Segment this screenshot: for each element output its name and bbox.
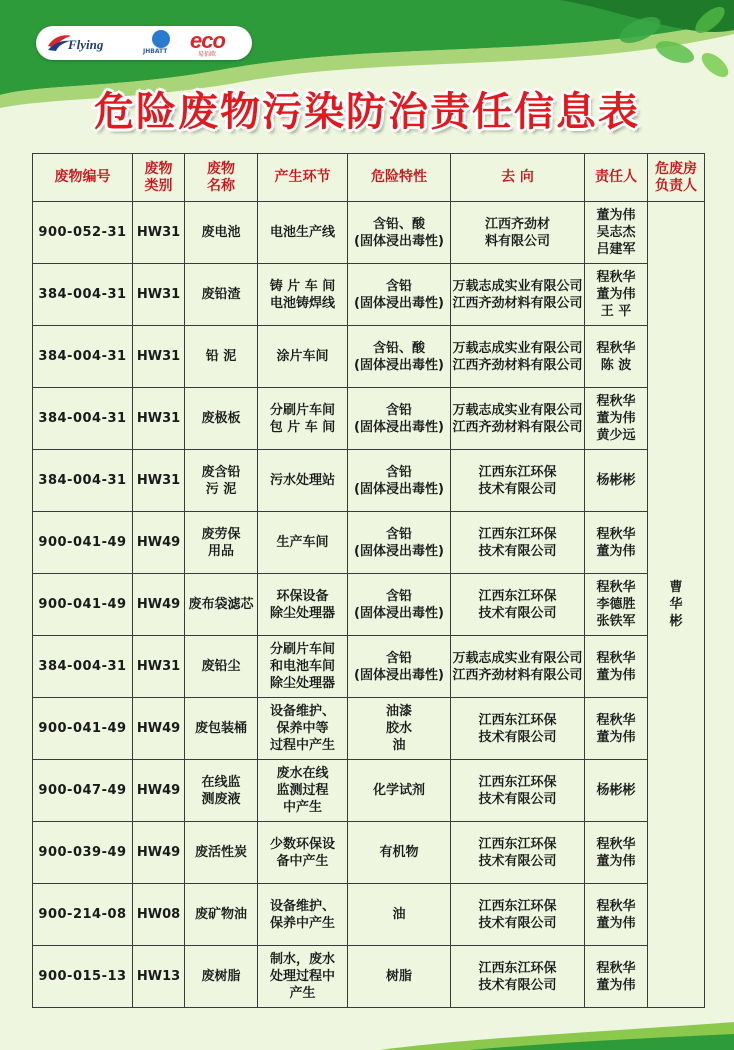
- flying-logo-text: Flying: [68, 37, 104, 52]
- cell-waste-name: 在线监 测废液: [185, 760, 258, 822]
- table-row: [33, 202, 705, 264]
- cell-destination: 江西东江环保 技术有限公司: [451, 946, 585, 1008]
- cell-responsible-person: 程秋华 董为伟: [585, 698, 648, 760]
- cell-waste-name: 废包装桶: [185, 698, 258, 760]
- table-row: [33, 574, 705, 636]
- cell-waste-name: 铅 泥: [185, 326, 258, 388]
- cell-hazard-property: 含铅、酸 (固体浸出毒性): [348, 202, 451, 264]
- cell-hazard-property: 油: [348, 884, 451, 946]
- cell-hazard-property: 含铅 (固体浸出毒性): [348, 264, 451, 326]
- cell-destination: 江西齐劲材 料有限公司: [451, 202, 585, 264]
- table-row: [33, 512, 705, 574]
- column-header-waste-name: 废物 名称: [185, 154, 258, 202]
- column-header-destination: 去 向: [451, 154, 585, 202]
- table-row: [33, 450, 705, 512]
- eco-logo-text: eco: [190, 28, 225, 53]
- cell-waste-code: 900-052-31: [33, 202, 133, 264]
- cell-generation-stage: 电池生产线: [258, 202, 348, 264]
- cell-waste-code: 384-004-31: [33, 264, 133, 326]
- cell-waste-category: HW31: [133, 388, 185, 450]
- cell-responsible-person: 程秋华 董为伟: [585, 946, 648, 1008]
- cell-waste-category: HW31: [133, 202, 185, 264]
- cell-waste-category: HW31: [133, 326, 185, 388]
- cell-destination: 江西东江环保 技术有限公司: [451, 574, 585, 636]
- cell-waste-category: HW31: [133, 450, 185, 512]
- cell-destination: 江西东江环保 技术有限公司: [451, 512, 585, 574]
- cell-destination: 万载志成实业有限公司 江西齐劲材料有限公司: [451, 388, 585, 450]
- cell-waste-code: 900-214-08: [33, 884, 133, 946]
- cell-waste-category: HW49: [133, 760, 185, 822]
- cell-waste-code: 900-015-13: [33, 946, 133, 1008]
- cell-responsible-person: 程秋华 董为伟: [585, 884, 648, 946]
- cell-hazard-property: 化学试剂: [348, 760, 451, 822]
- cell-destination: 江西东江环保 技术有限公司: [451, 450, 585, 512]
- cell-waste-category: HW31: [133, 636, 185, 698]
- cell-waste-code: 384-004-31: [33, 388, 133, 450]
- jhbatt-logo-text: JHBATT: [143, 48, 168, 55]
- cell-hazard-property: 油漆 胶水 油: [348, 698, 451, 760]
- cell-waste-code: 900-041-49: [33, 698, 133, 760]
- cell-waste-category: HW31: [133, 264, 185, 326]
- cell-generation-stage: 污水处理站: [258, 450, 348, 512]
- cell-hazard-property: 含铅 (固体浸出毒性): [348, 636, 451, 698]
- footer-green-band: [0, 1010, 734, 1050]
- table-row: [33, 884, 705, 946]
- cell-generation-stage: 设备维护、 保养中产生: [258, 884, 348, 946]
- cell-hazard-property: 含铅 (固体浸出毒性): [348, 574, 451, 636]
- cell-waste-name: 废劳保 用品: [185, 512, 258, 574]
- eco-logo-subtext: 易佰欧: [198, 51, 217, 58]
- column-header-responsible-person: 责任人: [585, 154, 648, 202]
- cell-waste-code: 900-041-49: [33, 574, 133, 636]
- table-row: [33, 698, 705, 760]
- cell-waste-code: 384-004-31: [33, 450, 133, 512]
- cell-waste-name: 废矿物油: [185, 884, 258, 946]
- table-row: [33, 636, 705, 698]
- cell-destination: 万载志成实业有限公司 江西齐劲材料有限公司: [451, 264, 585, 326]
- cell-waste-code: 384-004-31: [33, 636, 133, 698]
- eco-logo: [188, 30, 248, 56]
- cell-responsible-person: 杨彬彬: [585, 450, 648, 512]
- cell-responsible-person: 董为伟 吴志杰 吕建军: [585, 202, 648, 264]
- cell-responsible-person: 程秋华 董为伟 黄少远: [585, 388, 648, 450]
- table-row: [33, 326, 705, 388]
- cell-destination: 江西东江环保 技术有限公司: [451, 698, 585, 760]
- cell-hazard-property: 含铅、酸 (固体浸出毒性): [348, 326, 451, 388]
- cell-generation-stage: 分刷片车间 和电池车间 除尘处理器: [258, 636, 348, 698]
- cell-generation-stage: 分刷片车间 包 片 车 间: [258, 388, 348, 450]
- table-header-row: [33, 154, 705, 202]
- table-body: [33, 202, 705, 1008]
- cell-hazard-property: 有机物: [348, 822, 451, 884]
- cell-hazard-property: 树脂: [348, 946, 451, 1008]
- cell-responsible-person: 程秋华 李德胜 张铁军: [585, 574, 648, 636]
- cell-generation-stage: 铸 片 车 间 电池铸焊线: [258, 264, 348, 326]
- cell-waste-name: 废铅尘: [185, 636, 258, 698]
- column-header-waste-code: 废物编号: [33, 154, 133, 202]
- logo-bar: [36, 26, 252, 60]
- cell-waste-category: HW49: [133, 698, 185, 760]
- cell-waste-category: HW13: [133, 946, 185, 1008]
- table-row: [33, 760, 705, 822]
- cell-responsible-person: 程秋华 董为伟: [585, 512, 648, 574]
- cell-generation-stage: 涂片车间: [258, 326, 348, 388]
- cell-generation-stage: 生产车间: [258, 512, 348, 574]
- cell-destination: 江西东江环保 技术有限公司: [451, 822, 585, 884]
- cell-responsible-person: 杨彬彬: [585, 760, 648, 822]
- cell-waste-category: HW08: [133, 884, 185, 946]
- jhbatt-logo: [136, 30, 184, 56]
- cell-destination: 江西东江环保 技术有限公司: [451, 884, 585, 946]
- page-title: 危险废物污染防治责任信息表: [94, 89, 640, 135]
- cell-waste-code: 900-041-49: [33, 512, 133, 574]
- cell-waste-name: 废树脂: [185, 946, 258, 1008]
- cell-hazard-property: 含铅 (固体浸出毒性): [348, 512, 451, 574]
- table-row: [33, 264, 705, 326]
- cell-waste-name: 废铅渣: [185, 264, 258, 326]
- cell-responsible-person: 程秋华 董为伟 王 平: [585, 264, 648, 326]
- table-row: [33, 946, 705, 1008]
- table-row: [33, 822, 705, 884]
- cell-destination: 万载志成实业有限公司 江西齐劲材料有限公司: [451, 636, 585, 698]
- cell-generation-stage: 环保设备 除尘处理器: [258, 574, 348, 636]
- cell-waste-name: 废布袋滤芯: [185, 574, 258, 636]
- cell-responsible-person: 程秋华 董为伟: [585, 636, 648, 698]
- cell-waste-name: 废活性炭: [185, 822, 258, 884]
- column-header-storage-manager: 危废房 负责人: [648, 154, 705, 202]
- hazardous-waste-table: [32, 153, 705, 1008]
- cell-destination: 江西东江环保 技术有限公司: [451, 760, 585, 822]
- flying-logo: [46, 30, 124, 56]
- cell-generation-stage: 少数环保设 备中产生: [258, 822, 348, 884]
- cell-waste-category: HW49: [133, 512, 185, 574]
- column-header-waste-category: 废物 类别: [133, 154, 185, 202]
- column-header-hazard-property: 危险特性: [348, 154, 451, 202]
- cell-responsible-person: 程秋华 陈 波: [585, 326, 648, 388]
- cell-waste-category: HW49: [133, 574, 185, 636]
- cell-generation-stage: 设备维护、 保养中等 过程中产生: [258, 698, 348, 760]
- cell-generation-stage: 废水在线 监测过程 中产生: [258, 760, 348, 822]
- cell-waste-name: 废含铅 污 泥: [185, 450, 258, 512]
- cell-waste-code: 900-039-49: [33, 822, 133, 884]
- jhbatt-mark-icon: [152, 30, 170, 48]
- cell-storage-manager: 曹 华 彬: [648, 202, 705, 1008]
- cell-hazard-property: 含铅 (固体浸出毒性): [348, 388, 451, 450]
- cell-generation-stage: 制水，废水 处理过程中 产生: [258, 946, 348, 1008]
- cell-destination: 万载志成实业有限公司 江西齐劲材料有限公司: [451, 326, 585, 388]
- cell-waste-name: 废电池: [185, 202, 258, 264]
- cell-waste-name: 废极板: [185, 388, 258, 450]
- cell-waste-code: 384-004-31: [33, 326, 133, 388]
- column-header-generation-stage: 产生环节: [258, 154, 348, 202]
- cell-responsible-person: 程秋华 董为伟: [585, 822, 648, 884]
- cell-waste-category: HW49: [133, 822, 185, 884]
- cell-waste-code: 900-047-49: [33, 760, 133, 822]
- table-row: [33, 388, 705, 450]
- cell-hazard-property: 含铅 (固体浸出毒性): [348, 450, 451, 512]
